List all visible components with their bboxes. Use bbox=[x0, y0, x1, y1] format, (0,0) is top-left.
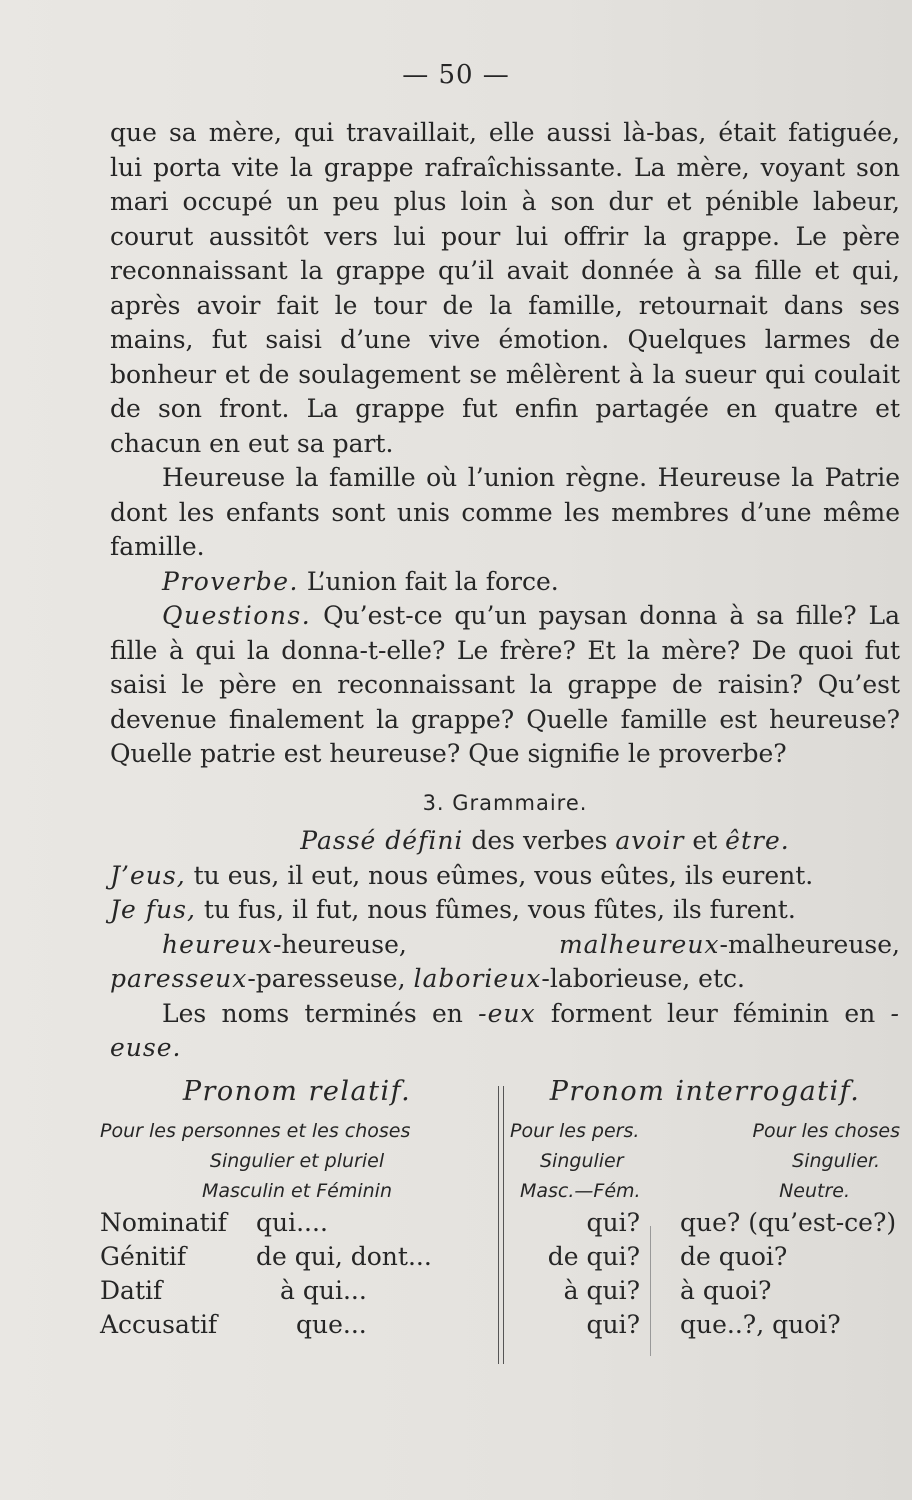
grammar-subtitle bbox=[190, 824, 900, 859]
pers-form: qui? bbox=[586, 1208, 640, 1237]
conjugation-avoir bbox=[110, 859, 900, 894]
case-name: Datif bbox=[100, 1276, 163, 1305]
adj-heureux: heureux bbox=[162, 929, 273, 959]
moral-paragraph: Heureuse la famille où l’union règne. Heureuse la Patrie dont les enfants sont unis comme les membres d’une même famille. bbox=[110, 463, 900, 561]
proverb-text: L’union fait la force. bbox=[298, 566, 559, 596]
case-name: Accusatif bbox=[100, 1310, 218, 1339]
interrogative-header-2 bbox=[510, 1146, 900, 1176]
adj-malheureuse: -malheureuse, bbox=[719, 929, 900, 959]
questions-label: Questions. bbox=[162, 601, 312, 630]
relative-header-3: Masculin et Féminin bbox=[201, 1180, 392, 1202]
things-header: Pour les choses bbox=[752, 1120, 900, 1142]
proverb-label: Proverbe. bbox=[162, 566, 299, 596]
interrogative-pronoun-table bbox=[510, 1076, 900, 1342]
table-row bbox=[100, 1274, 494, 1308]
avoir-first-person: J’eus, bbox=[110, 860, 186, 890]
interrogative-header-3 bbox=[510, 1176, 900, 1206]
thing-form: de quoi? bbox=[680, 1242, 788, 1271]
rule-text-a: Les noms terminés en bbox=[162, 998, 479, 1028]
case-value: que... bbox=[296, 1310, 367, 1339]
thing-form: que..?, quoi? bbox=[680, 1310, 841, 1339]
subtitle-verb-avoir: avoir bbox=[615, 826, 685, 855]
pers-gender: Masc.—Fém. bbox=[520, 1180, 641, 1202]
conjugation-etre bbox=[110, 893, 900, 928]
pers-form: à qui? bbox=[563, 1276, 640, 1305]
etre-forms: tu fus, il fut, nous fûmes, vous fûtes, ils furent. bbox=[195, 895, 796, 924]
story-paragraph: que sa mère, qui travaillait, elle aussi là-bas, était fatiguée, lui porta vite la grappe rafraîchissante. La mère, voyant son mari occupé un peu plus loin à son dur et pénible labeur, courut aussitôt vers lui pour lui offrir la grappe. Le père reconnaissant la grappe qu’il avait donnée à sa fille et qui, après avoir fait le tour de la famille, retournait dans ses mains, fut saisi d’une vive émotion. Quelques larmes de bonheur et de soulagement se mêlèrent à la sueur qui coulait de son front. La grappe fut enfin partagée en quatre et chacun en eut sa part. bbox=[110, 118, 900, 458]
adj-laborieux: laborieux bbox=[413, 964, 542, 993]
section-title: 3. Grammaire. bbox=[422, 790, 588, 815]
adj-paresseux: paresseux bbox=[110, 964, 248, 993]
adj-paresseuse: -paresseuse, bbox=[247, 964, 414, 993]
adj-etc: etc. bbox=[690, 964, 745, 993]
subtitle-and: et bbox=[684, 826, 726, 855]
interrogative-title: Pronom interrogatif. bbox=[549, 1076, 861, 1107]
main-text bbox=[110, 116, 900, 1066]
case-value: de qui, dont... bbox=[256, 1242, 432, 1271]
table-row bbox=[510, 1308, 900, 1342]
relative-title: Pronom relatif. bbox=[182, 1076, 412, 1107]
things-number: Singulier. bbox=[792, 1150, 880, 1172]
relative-header-2: Singulier et pluriel bbox=[209, 1150, 385, 1172]
adj-malheureux: malheureux bbox=[558, 929, 720, 959]
questions-paragraph bbox=[110, 599, 900, 772]
case-name: Génitif bbox=[100, 1242, 187, 1271]
proverb-line bbox=[110, 565, 900, 600]
adj-laborieuse: -laborieuse, bbox=[541, 964, 691, 993]
rule-suffix-eux: -eux bbox=[478, 998, 536, 1028]
questions-text: Qu’est-ce qu’un paysan donna à sa fille? La fille à qui la donna-t-elle? Le frère? Et la mère? De quoi fut saisi le père en reconnaissant la grappe de raisin? Qu’est devenue finalement la grappe? Quelle famille est heureuse? Quelle patrie est heureuse? Que signifie le proverbe? bbox=[110, 601, 900, 768]
etre-first-person: Je fus, bbox=[110, 895, 196, 924]
interrogative-header-1 bbox=[510, 1116, 900, 1146]
thing-form: à quoi? bbox=[680, 1276, 772, 1305]
adj-heureuse: -heureuse, bbox=[272, 929, 559, 959]
things-gender: Neutre. bbox=[779, 1180, 850, 1202]
grammar-rule bbox=[110, 997, 900, 1066]
pers-header: Pour les pers. bbox=[510, 1120, 640, 1142]
subtitle-term: Passé défini bbox=[300, 826, 464, 855]
relative-header-1: Pour les personnes et les choses bbox=[100, 1120, 411, 1142]
case-value: à qui... bbox=[280, 1276, 367, 1305]
pronoun-tables bbox=[100, 1076, 900, 1366]
table-row bbox=[510, 1274, 900, 1308]
table-row bbox=[510, 1240, 900, 1274]
table-row bbox=[100, 1240, 494, 1274]
pers-form: qui? bbox=[586, 1310, 640, 1339]
case-value: qui.... bbox=[256, 1208, 328, 1237]
table-row bbox=[510, 1206, 900, 1240]
adjective-examples bbox=[110, 928, 900, 997]
case-name: Nominatif bbox=[100, 1208, 227, 1237]
page-number: — 50 — bbox=[402, 60, 510, 90]
subtitle-verb-etre: être. bbox=[725, 826, 790, 855]
subtitle-text: des verbes bbox=[463, 826, 616, 855]
rule-suffix-euse: -euse. bbox=[110, 998, 900, 1062]
table-row bbox=[100, 1206, 494, 1240]
column-divider bbox=[498, 1086, 504, 1364]
thing-form: que? (qu’est-ce?) bbox=[680, 1208, 897, 1237]
relative-pronoun-table bbox=[100, 1076, 494, 1342]
table-row bbox=[100, 1308, 494, 1342]
pers-number: Singulier bbox=[540, 1150, 624, 1172]
pers-form: de qui? bbox=[547, 1242, 640, 1271]
rule-text-b: forment leur féminin en bbox=[535, 998, 891, 1028]
avoir-forms: tu eus, il eut, nous eûmes, vous eûtes, ils eurent. bbox=[185, 860, 814, 890]
